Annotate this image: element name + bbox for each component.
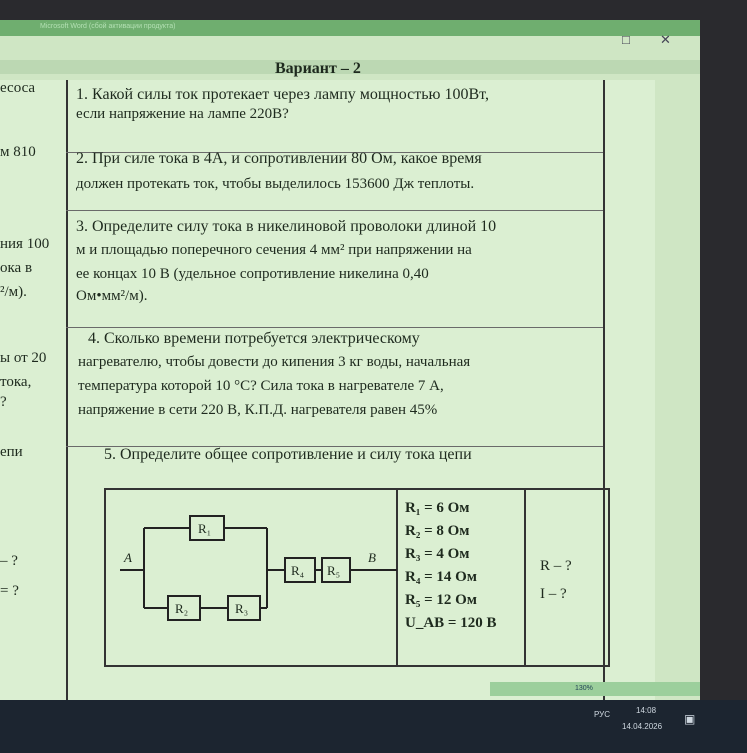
r2-label: R₂ bbox=[175, 601, 189, 616]
r5-label: R₅ bbox=[327, 563, 341, 578]
given-item: R₄ = 14 Ом bbox=[405, 569, 478, 585]
language-indicator[interactable]: РУС bbox=[594, 710, 611, 719]
task-line: ее концах 10 В (удельное сопротивление никелина 0,40 bbox=[76, 266, 429, 282]
given-item: R₅ = 12 Ом bbox=[405, 592, 478, 608]
node-b-label: B bbox=[368, 550, 376, 565]
node-a-label: A bbox=[124, 550, 132, 565]
left-fragment: епи bbox=[0, 444, 23, 460]
left-fragment: = ? bbox=[0, 583, 19, 599]
given-item: R₁ = 6 Ом bbox=[405, 500, 470, 516]
task-line: должен протекать ток, чтобы выделилось 153600 Дж теплоты. bbox=[76, 176, 475, 192]
task-line: нагревателю, чтобы довести до кипения 3 кг воды, начальная bbox=[78, 354, 471, 370]
close-button[interactable]: ✕ bbox=[660, 32, 671, 47]
window-title: Microsoft Word (сбой активации продукта) bbox=[40, 23, 176, 30]
clock-date[interactable]: 14.04.2026 bbox=[622, 722, 663, 731]
zoom-level[interactable]: 130% bbox=[575, 685, 593, 692]
left-fragment: ²/м). bbox=[0, 284, 27, 300]
given-item: U_AB = 120 В bbox=[405, 615, 497, 631]
left-fragment: ния 100 bbox=[0, 236, 50, 252]
left-fragment: – ? bbox=[0, 553, 18, 569]
given-values bbox=[405, 500, 496, 638]
left-fragment: есоса bbox=[0, 80, 36, 96]
page-title: Вариант – 2 bbox=[275, 60, 361, 77]
given-item: R₂ = 8 Ом bbox=[405, 523, 470, 539]
task-line: 4. Сколько времени потребуется электрическому bbox=[88, 330, 420, 347]
notification-icon[interactable]: ▣ bbox=[684, 712, 696, 726]
circuit-diagram bbox=[112, 500, 397, 630]
restore-button[interactable]: □ bbox=[622, 32, 630, 47]
find-i: I – ? bbox=[540, 586, 567, 602]
left-fragment: м 810 bbox=[0, 144, 36, 160]
given-item: R₃ = 4 Ом bbox=[405, 546, 470, 562]
task-line: 3. Определите силу тока в никелиновой проволоки длиной 10 bbox=[76, 218, 497, 235]
task-line: 5. Определите общее сопротивление и силу тока цепи bbox=[104, 446, 472, 463]
task-line: температура которой 10 °С? Сила тока в нагревателе 7 А, bbox=[78, 378, 444, 394]
r4-label: R₄ bbox=[291, 563, 305, 578]
find-r: R – ? bbox=[540, 558, 572, 574]
r1-label: R₁ bbox=[198, 521, 212, 536]
task-line: напряжение в сети 220 В, К.П.Д. нагревателя равен 45% bbox=[78, 402, 438, 418]
task-line: м и площадью поперечного сечения 4 мм² при напряжении на bbox=[76, 242, 472, 258]
task-line: Ом•мм²/м). bbox=[76, 288, 148, 304]
r3-label: R₃ bbox=[235, 601, 249, 616]
left-fragment: тока, bbox=[0, 374, 32, 390]
task-line: 1. Какой силы ток протекает через лампу мощностью 100Вт, bbox=[76, 86, 489, 103]
title-bar bbox=[0, 20, 700, 36]
clock-time[interactable]: 14:08 bbox=[636, 706, 657, 715]
left-fragment: ы от 20 bbox=[0, 350, 47, 366]
left-fragment: ? bbox=[0, 394, 7, 410]
left-fragment: ока в bbox=[0, 260, 33, 276]
status-bar bbox=[490, 682, 700, 696]
task-line: если напряжение на лампе 220В? bbox=[76, 106, 289, 122]
task-line: 2. При силе тока в 4А, и сопротивлении 80 Ом, какое время bbox=[76, 150, 482, 167]
